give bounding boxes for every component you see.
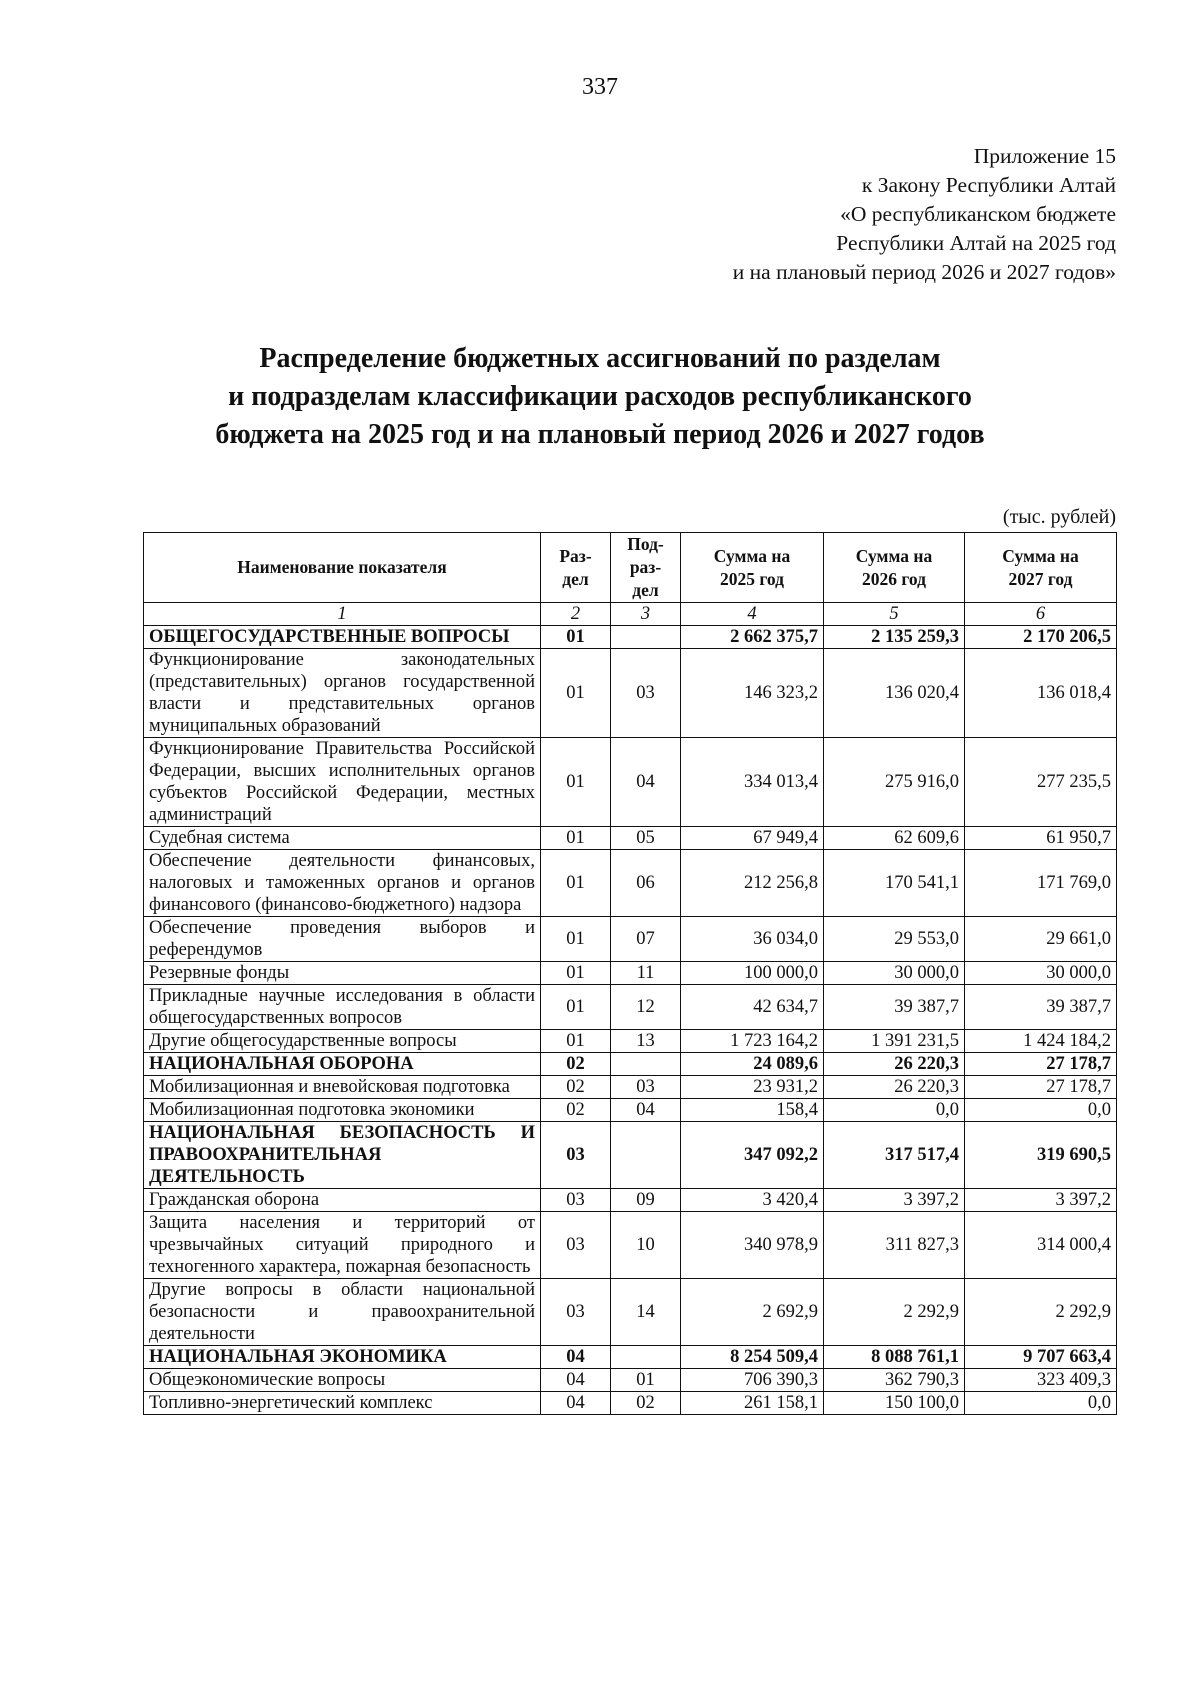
header-sum-2025: Сумма на 2025 год: [681, 533, 824, 603]
row-sum-2026: 2 135 259,3: [824, 626, 965, 649]
row-subsection: 04: [611, 738, 681, 827]
table-row: [144, 1189, 1117, 1212]
column-number: 5: [824, 603, 965, 626]
row-name: Обеспечение деятельности финансовых, налоговых и таможенных органов и органов финансового (финансово-бюджетного) надзора: [144, 850, 541, 917]
row-name: НАЦИОНАЛЬНАЯ ЭКОНОМИКА: [144, 1346, 541, 1369]
row-sum-2026: 136 020,4: [824, 649, 965, 738]
column-number: 3: [611, 603, 681, 626]
row-sum-2025: 347 092,2: [681, 1122, 824, 1189]
row-sum-2025: 23 931,2: [681, 1076, 824, 1099]
appendix-line: Приложение 15: [973, 144, 1116, 168]
row-name: Защита населения и территорий от чрезвычайных ситуаций природного и техногенного характера, пожарная безопасность: [144, 1212, 541, 1279]
row-sum-2026: 30 000,0: [824, 962, 965, 985]
row-name: ОБЩЕГОСУДАРСТВЕННЫЕ ВОПРОСЫ: [144, 626, 541, 649]
table-row: [144, 1076, 1117, 1099]
row-subsection: 06: [611, 850, 681, 917]
row-sum-2026: 0,0: [824, 1099, 965, 1122]
row-sum-2026: 2 292,9: [824, 1279, 965, 1346]
row-sum-2025: 3 420,4: [681, 1189, 824, 1212]
row-sum-2027: 29 661,0: [965, 917, 1117, 962]
row-sum-2025: 2 662 375,7: [681, 626, 824, 649]
row-sum-2025: 100 000,0: [681, 962, 824, 985]
table-row: [144, 1392, 1117, 1415]
row-sum-2026: 8 088 761,1: [824, 1346, 965, 1369]
column-number: 6: [965, 603, 1117, 626]
row-subsection: 03: [611, 649, 681, 738]
row-subsection: 13: [611, 1030, 681, 1053]
table-row: [144, 985, 1117, 1030]
row-sum-2026: 3 397,2: [824, 1189, 965, 1212]
row-section: 03: [541, 1279, 611, 1346]
row-name: Гражданская оборона: [144, 1189, 541, 1212]
row-subsection: 10: [611, 1212, 681, 1279]
table-row: [144, 1030, 1117, 1053]
table-section-row: [144, 1053, 1117, 1076]
row-sum-2027: 9 707 663,4: [965, 1346, 1117, 1369]
table-row: [144, 827, 1117, 850]
row-section: 01: [541, 962, 611, 985]
row-sum-2027: 3 397,2: [965, 1189, 1117, 1212]
row-sum-2025: 1 723 164,2: [681, 1030, 824, 1053]
row-sum-2027: 39 387,7: [965, 985, 1117, 1030]
row-sum-2026: 275 916,0: [824, 738, 965, 827]
header-sum-2026: Сумма на 2026 год: [824, 533, 965, 603]
row-sum-2026: 39 387,7: [824, 985, 965, 1030]
table-row: [144, 649, 1117, 738]
row-sum-2026: 26 220,3: [824, 1053, 965, 1076]
table-row: [144, 1369, 1117, 1392]
row-name: Функционирование законодательных (представительных) органов государственной власти и представительных органов муниципальных образований: [144, 649, 541, 738]
row-sum-2025: 146 323,2: [681, 649, 824, 738]
appendix-line: «О республиканском бюджете: [840, 202, 1116, 226]
row-subsection: 01: [611, 1369, 681, 1392]
row-sum-2026: 62 609,6: [824, 827, 965, 850]
row-name: Другие общегосударственные вопросы: [144, 1030, 541, 1053]
row-section: 04: [541, 1392, 611, 1415]
row-sum-2027: 314 000,4: [965, 1212, 1117, 1279]
row-sum-2025: 212 256,8: [681, 850, 824, 917]
row-name: Мобилизационная подготовка экономики: [144, 1099, 541, 1122]
row-section: 01: [541, 626, 611, 649]
table-section-row: [144, 1346, 1117, 1369]
row-subsection: 11: [611, 962, 681, 985]
row-subsection: [611, 1346, 681, 1369]
row-section: 02: [541, 1053, 611, 1076]
row-subsection: [611, 626, 681, 649]
page-number: 337: [582, 74, 618, 100]
row-sum-2027: 2 170 206,5: [965, 626, 1117, 649]
row-sum-2027: 0,0: [965, 1392, 1117, 1415]
table-row: [144, 1279, 1117, 1346]
row-sum-2027: 0,0: [965, 1099, 1117, 1122]
appendix-line: и на плановый период 2026 и 2027 годов»: [732, 260, 1116, 284]
row-sum-2025: 2 692,9: [681, 1279, 824, 1346]
row-sum-2026: 317 517,4: [824, 1122, 965, 1189]
row-sum-2025: 340 978,9: [681, 1212, 824, 1279]
row-sum-2027: 277 235,5: [965, 738, 1117, 827]
row-sum-2025: 8 254 509,4: [681, 1346, 824, 1369]
table-row: [144, 917, 1117, 962]
row-section: 01: [541, 850, 611, 917]
row-sum-2027: 319 690,5: [965, 1122, 1117, 1189]
table-body: [144, 626, 1117, 1415]
table-section-row: [144, 626, 1117, 649]
row-sum-2027: 1 424 184,2: [965, 1030, 1117, 1053]
row-section: 02: [541, 1099, 611, 1122]
row-name: Другие вопросы в области национальной безопасности и правоохранительной деятельности: [144, 1279, 541, 1346]
row-sum-2025: 67 949,4: [681, 827, 824, 850]
row-section: 01: [541, 1030, 611, 1053]
row-section: 03: [541, 1122, 611, 1189]
row-sum-2027: 323 409,3: [965, 1369, 1117, 1392]
row-name: Функционирование Правительства Российской Федерации, высших исполнительных органов субъектов Российской Федерации, местных администраций: [144, 738, 541, 827]
row-sum-2025: 706 390,3: [681, 1369, 824, 1392]
row-sum-2025: 24 089,6: [681, 1053, 824, 1076]
row-section: 04: [541, 1346, 611, 1369]
row-section: 02: [541, 1076, 611, 1099]
header-subsection: Под- раз- дел: [611, 533, 681, 603]
row-sum-2025: 261 158,1: [681, 1392, 824, 1415]
row-name: НАЦИОНАЛЬНАЯ ОБОРОНА: [144, 1053, 541, 1076]
title-line: и подразделам классификации расходов республиканского: [228, 381, 972, 412]
table-row: [144, 962, 1117, 985]
column-number: 4: [681, 603, 824, 626]
row-subsection: [611, 1053, 681, 1076]
row-sum-2026: 170 541,1: [824, 850, 965, 917]
row-section: 01: [541, 985, 611, 1030]
row-subsection: 12: [611, 985, 681, 1030]
row-sum-2026: 362 790,3: [824, 1369, 965, 1392]
row-sum-2026: 1 391 231,5: [824, 1030, 965, 1053]
row-section: 03: [541, 1212, 611, 1279]
table-row: [144, 1212, 1117, 1279]
row-sum-2026: 29 553,0: [824, 917, 965, 962]
title-line: Распределение бюджетных ассигнований по разделам: [259, 343, 941, 374]
column-number-row: [144, 603, 1117, 626]
row-sum-2027: 171 769,0: [965, 850, 1117, 917]
row-sum-2026: 26 220,3: [824, 1076, 965, 1099]
table-row: [144, 738, 1117, 827]
row-section: 03: [541, 1189, 611, 1212]
column-number: 1: [144, 603, 541, 626]
row-subsection: 04: [611, 1099, 681, 1122]
appendix-note: [733, 142, 1116, 287]
row-subsection: 02: [611, 1392, 681, 1415]
row-sum-2025: 158,4: [681, 1099, 824, 1122]
row-section: 01: [541, 649, 611, 738]
row-name: Обеспечение проведения выборов и референдумов: [144, 917, 541, 962]
row-subsection: 03: [611, 1076, 681, 1099]
row-name: Общеэкономические вопросы: [144, 1369, 541, 1392]
title-line: бюджета на 2025 год и на плановый период 2026 и 2027 годов: [215, 419, 985, 450]
row-sum-2025: 334 013,4: [681, 738, 824, 827]
row-subsection: [611, 1122, 681, 1189]
table-section-row: [144, 1122, 1117, 1189]
appendix-line: к Закону Республики Алтай: [861, 173, 1116, 197]
row-sum-2025: 42 634,7: [681, 985, 824, 1030]
header-section: Раз- дел: [541, 533, 611, 603]
document-title: [0, 340, 1200, 454]
row-section: 01: [541, 917, 611, 962]
row-subsection: 05: [611, 827, 681, 850]
table-header-row: [144, 533, 1117, 603]
row-name: Резервные фонды: [144, 962, 541, 985]
row-sum-2026: 311 827,3: [824, 1212, 965, 1279]
row-name: Мобилизационная и вневойсковая подготовка: [144, 1076, 541, 1099]
row-name: Судебная система: [144, 827, 541, 850]
row-sum-2027: 27 178,7: [965, 1076, 1117, 1099]
row-sum-2026: 150 100,0: [824, 1392, 965, 1415]
row-sum-2027: 30 000,0: [965, 962, 1117, 985]
row-subsection: 14: [611, 1279, 681, 1346]
row-section: 01: [541, 827, 611, 850]
row-sum-2027: 2 292,9: [965, 1279, 1117, 1346]
table-row: [144, 850, 1117, 917]
row-sum-2025: 36 034,0: [681, 917, 824, 962]
header-sum-2027: Сумма на 2027 год: [965, 533, 1117, 603]
row-name: Прикладные научные исследования в области общегосударственных вопросов: [144, 985, 541, 1030]
row-section: 01: [541, 738, 611, 827]
row-sum-2027: 136 018,4: [965, 649, 1117, 738]
row-subsection: 07: [611, 917, 681, 962]
row-sum-2027: 27 178,7: [965, 1053, 1117, 1076]
budget-table: [143, 532, 1117, 1415]
row-name: Топливно-энергетический комплекс: [144, 1392, 541, 1415]
row-subsection: 09: [611, 1189, 681, 1212]
table-row: [144, 1099, 1117, 1122]
column-number: 2: [541, 603, 611, 626]
header-name: Наименование показателя: [144, 533, 541, 603]
row-sum-2027: 61 950,7: [965, 827, 1117, 850]
row-name: НАЦИОНАЛЬНАЯ БЕЗОПАСНОСТЬ И ПРАВООХРАНИТЕЛЬНАЯ ДЕЯТЕЛЬНОСТЬ: [144, 1122, 541, 1189]
units-label: (тыс. рублей): [1002, 506, 1116, 528]
appendix-line: Республики Алтай на 2025 год: [836, 231, 1116, 255]
row-section: 04: [541, 1369, 611, 1392]
